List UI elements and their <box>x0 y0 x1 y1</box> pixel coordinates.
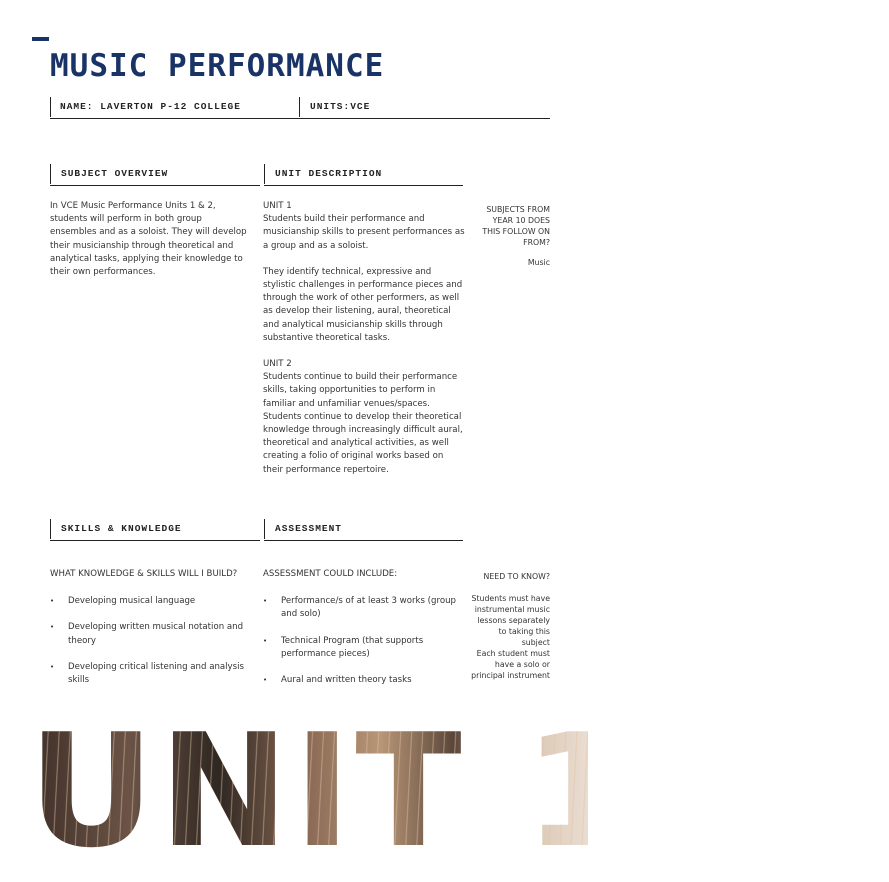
assessment-section <box>263 568 463 700</box>
list-item: • Developing musical language <box>50 595 250 608</box>
heading-edge <box>264 519 265 539</box>
heading-edge <box>50 519 51 539</box>
unit1-paragraph-2: They identify technical, expressive and stylistic challenges in performance pieces and through the work of other performers, as well as develop their listening, aural, theoretical and analytical musicianship skills through substantive theoretical tasks. <box>263 266 463 343</box>
units-label: UNITS:VCE <box>310 101 371 112</box>
list-item: • Technical Program (that supports performance pieces) <box>263 635 463 661</box>
namebar-edge <box>50 97 51 117</box>
skills-section <box>50 568 250 700</box>
assessment-heading: ASSESSMENT <box>275 523 343 534</box>
prior-subjects-question: SUBJECTS FROM YEAR 10 DOES THIS FOLLOW ON FROM? <box>482 205 550 247</box>
need-to-know-heading: NEED TO KNOW? <box>483 572 550 581</box>
list-item: • Developing critical listening and analysis skills <box>50 661 250 687</box>
unit1-paragraph-1: Students build their performance and musicianship skills to present performances as a group and as a soloist. <box>263 214 465 251</box>
list-item: • Developing written musical notation and theory <box>50 621 250 647</box>
overview-heading: SUBJECT OVERVIEW <box>61 168 169 179</box>
need-to-know-sidebar <box>470 571 550 681</box>
page-title: MUSIC PERFORMANCE <box>50 48 385 84</box>
overview-text: In VCE Music Performance Units 1 & 2, students will perform in both group ensembles and as a soloist. They will develop their musicianship through theoretical and analytical tasks, applying their knowledge to their own performances. <box>50 201 247 278</box>
prior-subjects-answer: Music <box>527 258 550 267</box>
heading-edge <box>264 164 265 184</box>
unit-description-section <box>263 200 465 477</box>
namebar-divider <box>299 97 300 117</box>
list-item: • Performance/s of at least 3 works (group and solo) <box>263 595 463 621</box>
need-to-know-note-1: Students must have instrumental music lessons separately to taking this subject <box>471 594 550 647</box>
unit2-paragraph-1: Students continue to build their performance skills, taking opportunities to perform in familiar and unfamiliar venues/spaces. Students continue to develop their theoretical knowledge through increasingly difficult aural, theoretical and analytical activities, as well creating a folio of original works based on their performance repertoire. <box>263 372 463 475</box>
skills-question: WHAT KNOWLEDGE & SKILLS WILL I BUILD? <box>50 569 238 579</box>
overview-heading-bar <box>50 164 260 186</box>
title-accent-bar <box>32 37 49 41</box>
need-to-know-note-2: Each student must have a solo or principal instrument <box>471 649 550 680</box>
overview-section <box>50 200 250 279</box>
unit-description-heading: UNIT DESCRIPTION <box>275 168 383 179</box>
skills-heading: SKILLS & KNOWLEDGE <box>61 523 182 534</box>
list-item: • Aural and written theory tasks <box>263 674 463 687</box>
unit1-title: UNIT 1 <box>263 201 292 211</box>
unit-banner-text: UNIT 1&2 <box>28 700 889 882</box>
unit2-title: UNIT 2 <box>263 359 292 370</box>
heading-edge <box>50 164 51 184</box>
unit-description-heading-bar <box>264 164 463 186</box>
school-name-label: NAME: LAVERTON P-12 COLLEGE <box>60 101 241 112</box>
assessment-intro: ASSESSMENT COULD INCLUDE: <box>263 569 398 579</box>
assessment-heading-bar <box>264 519 463 541</box>
assessment-list <box>263 595 463 687</box>
skills-heading-bar <box>50 519 260 541</box>
prior-subjects-sidebar <box>479 204 550 268</box>
name-units-bar <box>50 97 550 119</box>
skills-list <box>50 595 250 687</box>
